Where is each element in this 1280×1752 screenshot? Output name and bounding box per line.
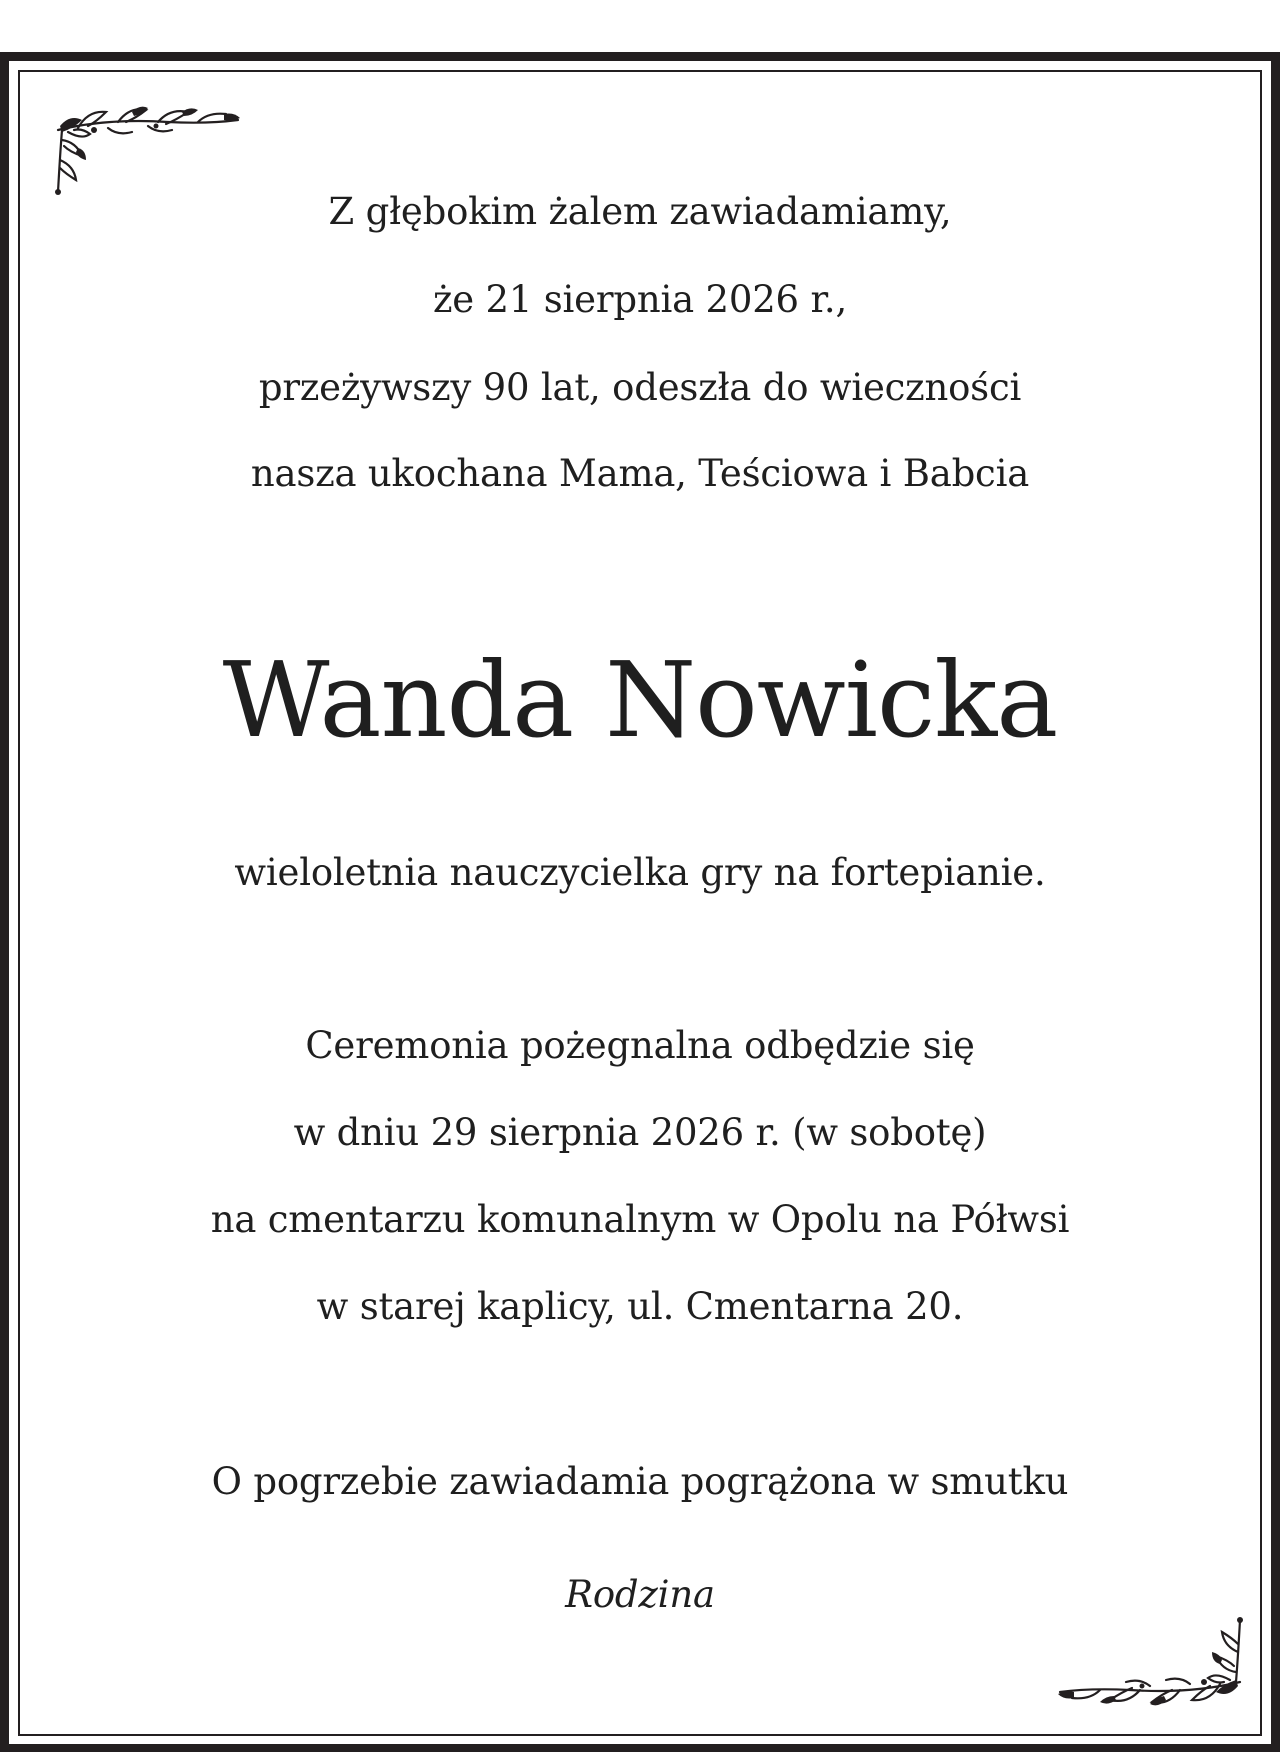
intro-line-3: przeżywszy 90 lat, odeszła do wieczności (258, 366, 1022, 409)
deceased-description: wieloletnia nauczycielka gry na fortepianie. (234, 851, 1046, 894)
ceremony-line-1: Ceremonia pożegnalna odbędzie się (305, 1024, 975, 1067)
ceremony-line-4: w starej kaplicy, ul. Cmentarna 20. (316, 1285, 964, 1328)
deceased-name: Wanda Nowicka (222, 639, 1058, 761)
signature: Rodzina (565, 1573, 715, 1616)
ceremony-line-2: w dniu 29 sierpnia 2026 r. (w sobotę) (293, 1111, 987, 1154)
intro-line-1: Z głębokim żalem zawiadamiamy, (328, 190, 952, 233)
intro-line-2: że 21 sierpnia 2026 r., (432, 278, 848, 321)
ceremony-line-3: na cmentarzu komunalnym w Opolu na Półwsi (210, 1198, 1070, 1241)
closing-line: O pogrzebie zawiadamia pogrążona w smutku (211, 1460, 1069, 1503)
intro-line-4: nasza ukochana Mama, Teściowa i Babcia (250, 452, 1030, 495)
